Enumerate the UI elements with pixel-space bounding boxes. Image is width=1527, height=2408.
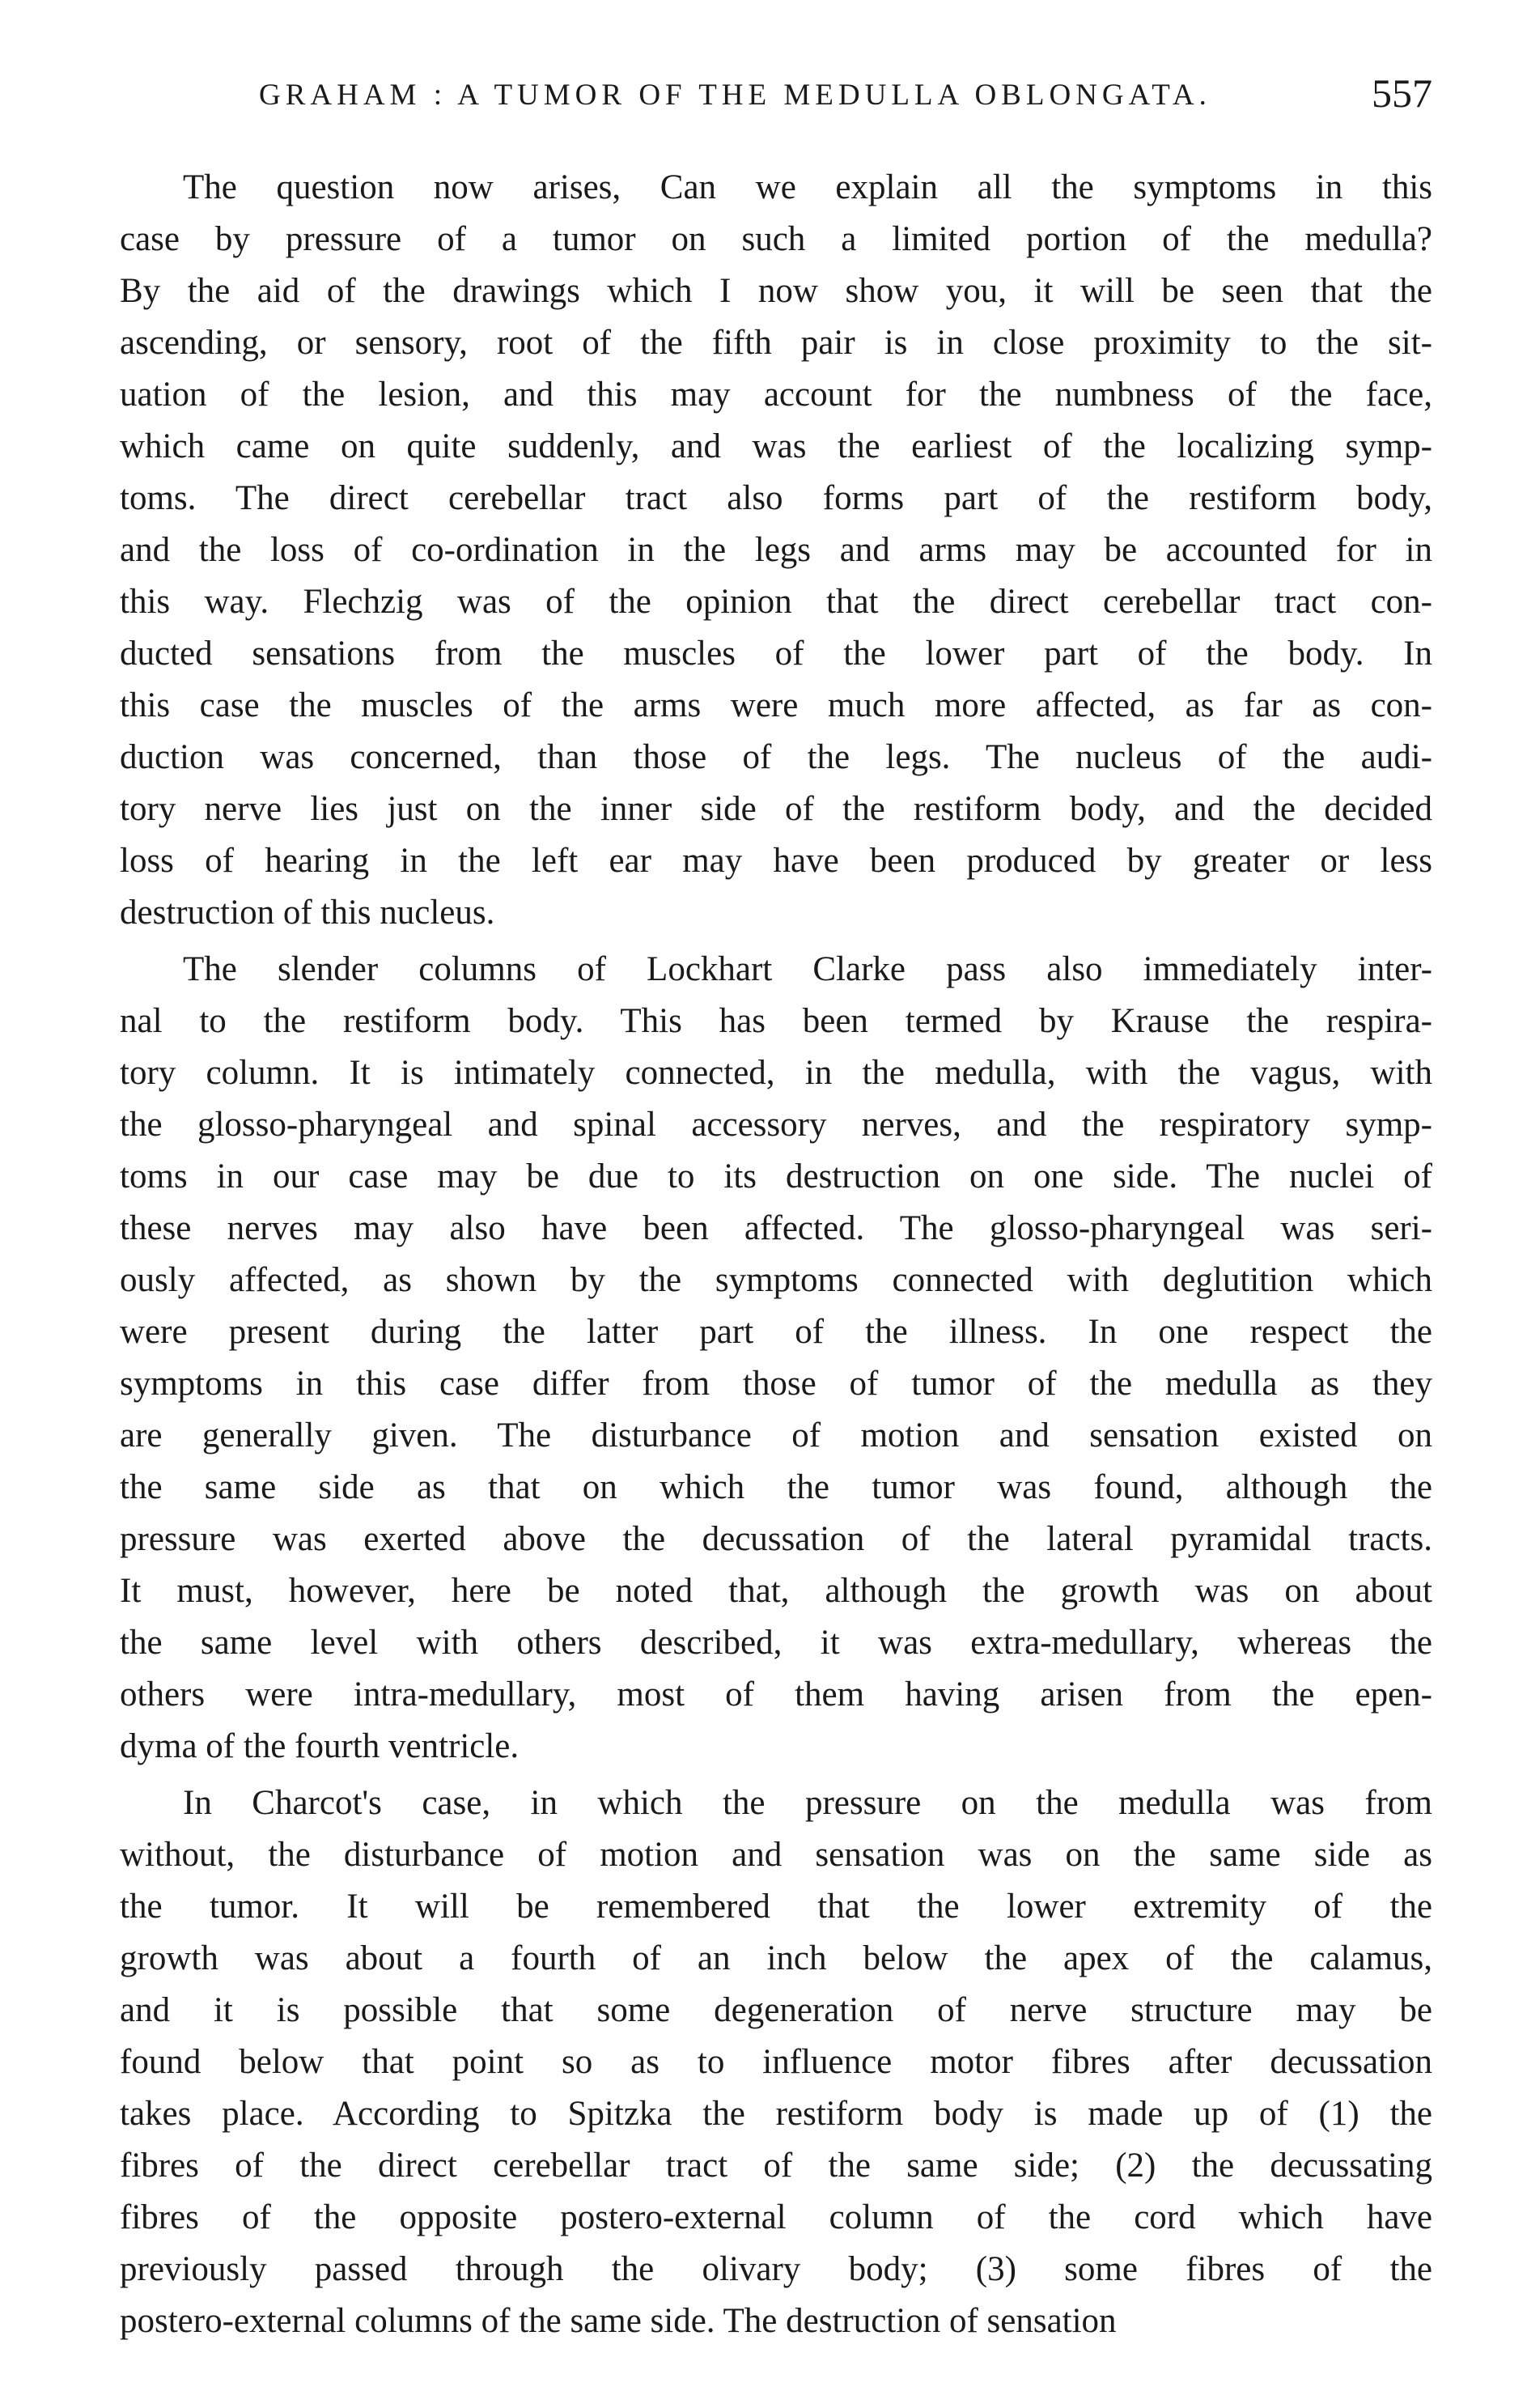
text-line: duction was concerned, than those of the legs. The nucleus of the audi- xyxy=(120,738,1432,776)
text-line: symptoms in this case differ from those of tumor of the medulla as they xyxy=(120,1365,1432,1403)
text-line: and the loss of co-ordination in the legs and arms may be accounted for in xyxy=(120,531,1432,569)
text-line: tory column. It is intimately connected, in the medulla, with the vagus, with xyxy=(120,1054,1432,1092)
text-line: the glosso-pharyngeal and spinal accessory nerves, and the respiratory symp- xyxy=(120,1106,1432,1144)
page-number: 557 xyxy=(1372,70,1432,116)
text-line: the same side as that on which the tumor was found, although the xyxy=(120,1468,1432,1506)
text-line: case by pressure of a tumor on such a limited portion of the medulla? xyxy=(120,220,1432,258)
running-head xyxy=(259,63,1432,128)
text-line: are generally given. The disturbance of motion and sensation existed on xyxy=(120,1416,1432,1455)
text-line: toms in our case may be due to its destruction on one side. The nuclei of xyxy=(120,1157,1432,1196)
text-line: ously affected, as shown by the symptoms connected with deglutition which xyxy=(120,1261,1432,1299)
text-line: destruction of this nucleus. xyxy=(120,894,495,932)
text-line: without, the disturbance of motion and sensation was on the same side as xyxy=(120,1836,1432,1874)
text-line: fibres of the direct cerebellar tract of the same side; (2) the decussating xyxy=(120,2147,1432,2185)
text-line: dyma of the fourth ventricle. xyxy=(120,1727,520,1765)
text-line: the tumor. It will be remembered that the lower extremity of the xyxy=(120,1888,1432,1926)
text-line: growth was about a fourth of an inch below the apex of the calamus, xyxy=(120,1939,1432,1977)
text-line: nal to the restiform body. This has been termed by Krause the respira- xyxy=(120,1002,1432,1040)
paragraph xyxy=(120,1777,1432,2347)
text-line: It must, however, here be noted that, although the growth was on about xyxy=(120,1572,1432,1610)
running-title: GRAHAM : A TUMOR OF THE MEDULLA OBLONGATA. xyxy=(259,79,1211,112)
text-line: this way. Flechzig was of the opinion that the direct cerebellar tract con- xyxy=(120,583,1432,621)
text-line: postero-external columns of the same side. The destruction of sensation xyxy=(120,2302,1117,2340)
text-line: The question now arises, Can we explain all the symptoms in this xyxy=(183,168,1432,206)
text-line: this case the muscles of the arms were much more affected, as far as con- xyxy=(120,686,1432,724)
text-line: and it is possible that some degeneration of nerve structure may be xyxy=(120,1991,1432,2029)
text-line: which came on quite suddenly, and was the earliest of the localizing symp- xyxy=(120,427,1432,465)
text-line: uation of the lesion, and this may account for the numbness of the face, xyxy=(120,376,1432,414)
text-line: the same level with others described, it was extra-medullary, whereas the xyxy=(120,1624,1432,1662)
text-line: In Charcot's case, in which the pressure on the medulla was from xyxy=(183,1784,1432,1822)
text-line: previously passed through the olivary body; (3) some fibres of the xyxy=(120,2250,1432,2288)
text-line: takes place. According to Spitzka the restiform body is made up of (1) the xyxy=(120,2095,1432,2133)
text-line: toms. The direct cerebellar tract also forms part of the restiform body, xyxy=(120,479,1432,517)
text-line: loss of hearing in the left ear may have been produced by greater or less xyxy=(120,842,1432,880)
text-line: ducted sensations from the muscles of the lower part of the body. In xyxy=(120,635,1432,673)
text-line: ascending, or sensory, root of the fifth pair is in close proximity to the sit- xyxy=(120,324,1432,362)
text-line: tory nerve lies just on the inner side of the restiform body, and the decided xyxy=(120,790,1432,828)
text-line: these nerves may also have been affected. The glosso-pharyngeal was seri- xyxy=(120,1209,1432,1247)
text-line: pressure was exerted above the decussation of the lateral pyramidal tracts. xyxy=(120,1520,1432,1558)
paragraph xyxy=(120,162,1432,939)
text-line: fibres of the opposite postero-external column of the cord which have xyxy=(120,2198,1432,2236)
text-line: others were intra-medullary, most of them having arisen from the epen- xyxy=(120,1675,1432,1714)
text-line: By the aid of the drawings which I now show you, it will be seen that the xyxy=(120,272,1432,310)
text-line: were present during the latter part of the illness. In one respect the xyxy=(120,1313,1432,1351)
text-line: found below that point so as to influence motor fibres after decussation xyxy=(120,2043,1432,2081)
paragraph xyxy=(120,944,1432,1773)
body-text xyxy=(120,162,1432,2347)
text-line: The slender columns of Lockhart Clarke pass also immediately inter- xyxy=(183,950,1432,988)
